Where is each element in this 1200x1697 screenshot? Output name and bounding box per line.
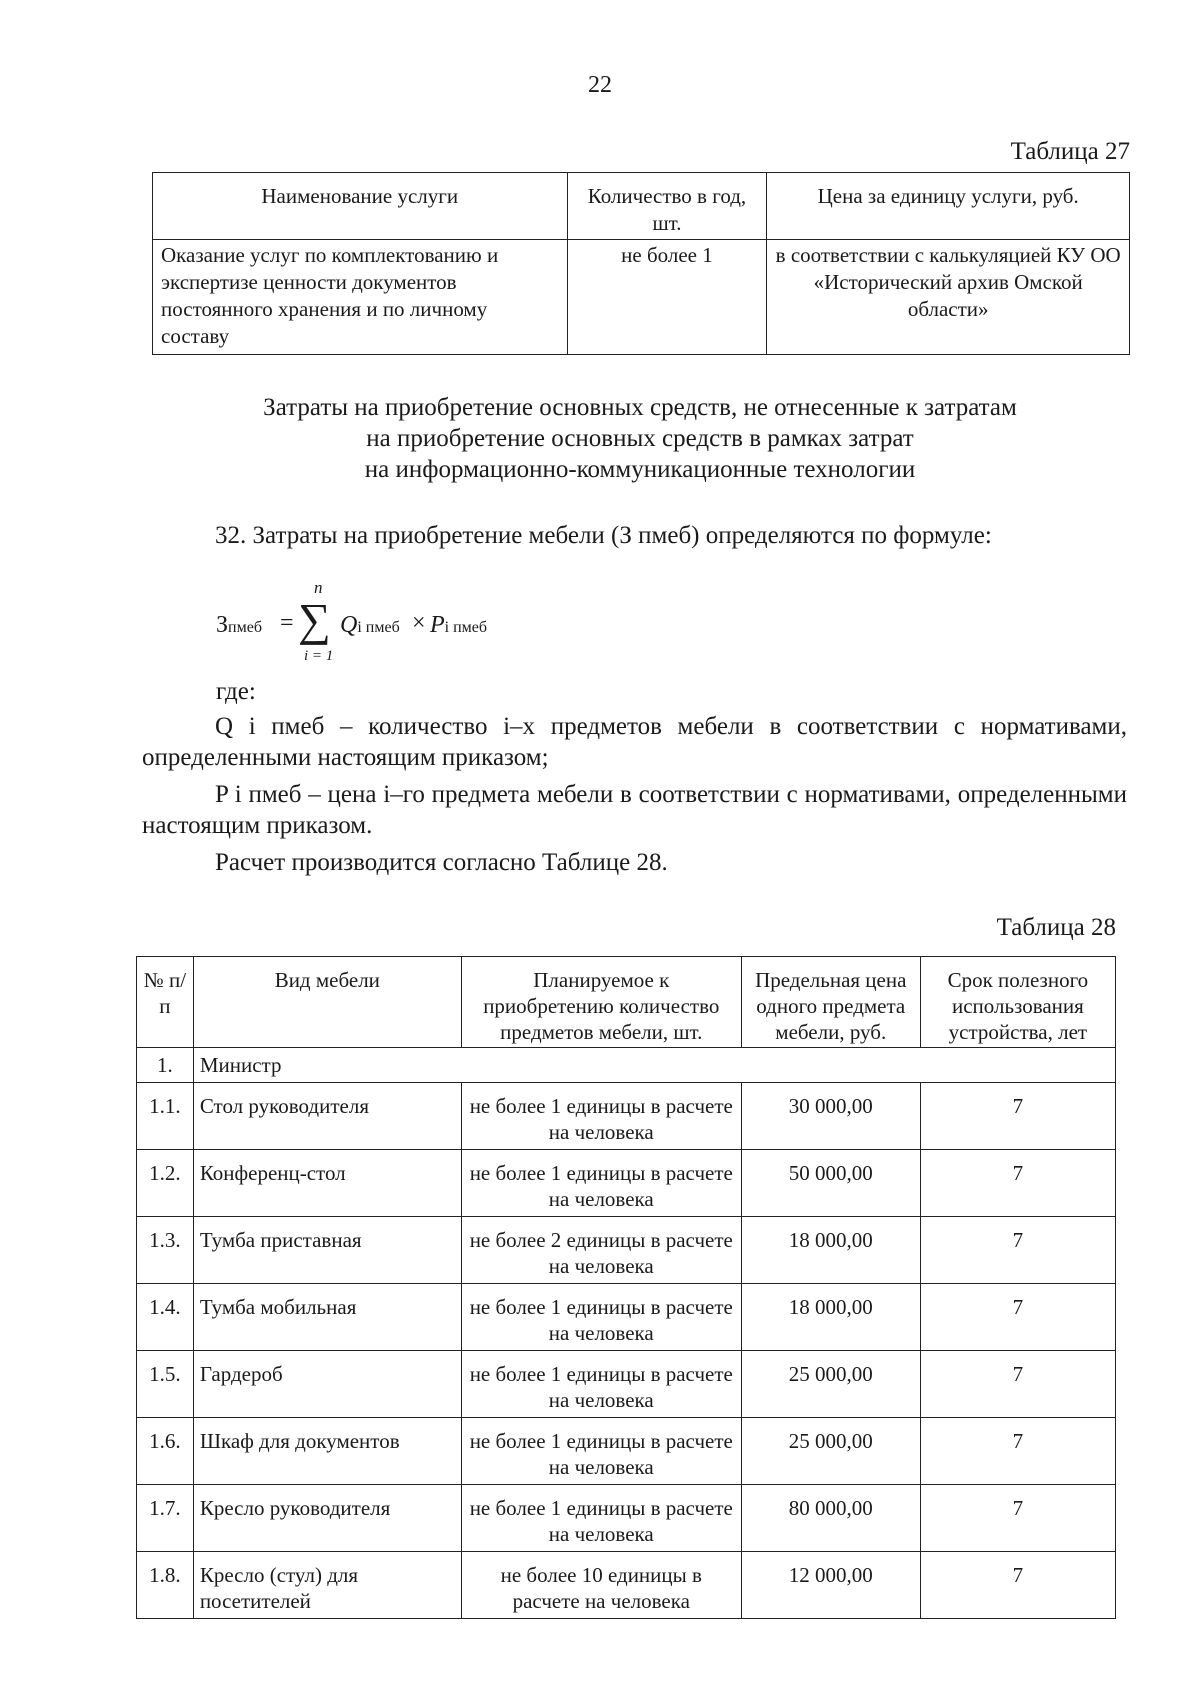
table-27-cell-quantity: не более 1 (567, 240, 767, 355)
table-row (137, 1552, 1116, 1619)
table-28-header-type: Вид мебели (193, 957, 461, 1048)
table-27-cell-price: в соответствии с калькуляцией КУ ОО «Исторический архив Омской области» (767, 240, 1130, 355)
table-28-cell-quantity: не более 1 единицы в расчете на человека (461, 1150, 741, 1217)
definition-q: Q i пмеб – количество i–х предметов мебели в соответствии с нормативами, определенными настоящим приказом; (142, 713, 1127, 771)
table-28-cell-num: 1.1. (137, 1083, 194, 1150)
table-28-cell-price: 50 000,00 (741, 1150, 920, 1217)
table-28-cell-num: 1.8. (137, 1552, 194, 1619)
table-27-header-quantity: Количество в год, шт. (567, 173, 767, 240)
table-row (137, 1418, 1116, 1485)
table-28-cell-price: 80 000,00 (741, 1485, 920, 1552)
table-row (137, 1150, 1116, 1217)
table-28-cell-quantity: не более 1 единицы в расчете на человека (461, 1418, 741, 1485)
section-heading-line-3: на информационно-коммуникационные технологии (364, 456, 916, 483)
table-27-caption: Таблица 27 (1010, 138, 1130, 165)
table-27-cell-service: Оказание услуг по комплектованию и экспертизе ценности документов постоянного хранения и по личному составу (153, 240, 568, 355)
table-row (137, 1351, 1116, 1418)
table-28-cell-name: Гардероб (193, 1351, 461, 1418)
table-row (137, 1217, 1116, 1284)
table-row (137, 1485, 1116, 1552)
table-27-header-service: Наименование услуги (153, 173, 568, 240)
table-28-cell-num: 1.6. (137, 1418, 194, 1485)
table-28-cell-quantity: не более 1 единицы в расчете на человека (461, 1083, 741, 1150)
paragraph-32: 32. Затраты на приобретение мебели (З пмеб) определяются по формуле: (215, 522, 992, 549)
formula-sum-upper: n (314, 578, 323, 597)
section-heading-line-2: на приобретение основных средств в рамках затрат (366, 425, 914, 452)
table-28-cell-quantity: не более 2 единицы в расчете на человека (461, 1217, 741, 1284)
calculation-note: Расчет производится согласно Таблице 28. (215, 849, 668, 876)
table-28-cell-quantity: не более 10 единицы в расчете на человека (461, 1552, 741, 1619)
formula-times: × (412, 610, 426, 636)
definition-p: P i пмеб – цена i–го предмета мебели в соответствии с нормативами, определенными настоящим приказом. (142, 781, 1127, 839)
table-28-cell-num: 1.5. (137, 1351, 194, 1418)
section-heading (150, 392, 1130, 485)
table-28-cell-name: Шкаф для документов (193, 1418, 461, 1485)
table-28-group-row (137, 1048, 1116, 1083)
formula-p: Pi пмеб (430, 612, 488, 638)
table-28-cell-num: 1.4. (137, 1284, 194, 1351)
table-28-cell-term: 7 (920, 1083, 1115, 1150)
table-28-group-label: Министр (193, 1048, 1115, 1083)
table-28-cell-term: 7 (920, 1485, 1115, 1552)
formula (216, 578, 616, 668)
table-28-cell-price: 30 000,00 (741, 1083, 920, 1150)
table-row (137, 1083, 1116, 1150)
formula-q: Qi пмеб (340, 612, 400, 638)
table-28-cell-name: Конференц-стол (193, 1150, 461, 1217)
table-row (137, 1284, 1116, 1351)
table-28-cell-term: 7 (920, 1351, 1115, 1418)
table-28-cell-num: 1.2. (137, 1150, 194, 1217)
table-28-header-price: Предельная цена одного предмета мебели, руб. (741, 957, 920, 1048)
table-row (153, 240, 1130, 355)
table-28-cell-term: 7 (920, 1150, 1115, 1217)
table-28-cell-quantity: не более 1 единицы в расчете на человека (461, 1284, 741, 1351)
table-28-header-quantity: Планируемое к приобретению количество предметов мебели, шт. (461, 957, 741, 1048)
section-heading-line-1: Затраты на приобретение основных средств, не отнесенные к затратам (263, 394, 1017, 421)
table-28-group-num: 1. (137, 1048, 194, 1083)
table-28-header-term: Срок полезного использования устройства, лет (920, 957, 1115, 1048)
table-27 (152, 172, 1130, 355)
table-28-cell-quantity: не более 1 единицы в расчете на человека (461, 1485, 741, 1552)
page-number: 22 (588, 72, 612, 98)
table-28-cell-price: 18 000,00 (741, 1217, 920, 1284)
table-28-cell-term: 7 (920, 1552, 1115, 1619)
table-27-header-row (153, 173, 1130, 240)
table-28-cell-num: 1.3. (137, 1217, 194, 1284)
formula-lhs: Зпмеб (216, 612, 262, 638)
table-28-cell-price: 25 000,00 (741, 1351, 920, 1418)
table-28-cell-term: 7 (920, 1284, 1115, 1351)
table-28-cell-name: Тумба мобильная (193, 1284, 461, 1351)
table-28-cell-name: Кресло руководителя (193, 1485, 461, 1552)
table-28-cell-price: 12 000,00 (741, 1552, 920, 1619)
table-28-cell-quantity: не более 1 единицы в расчете на человека (461, 1351, 741, 1418)
table-28-cell-price: 25 000,00 (741, 1418, 920, 1485)
table-28-cell-name: Стол руководителя (193, 1083, 461, 1150)
table-28-cell-term: 7 (920, 1217, 1115, 1284)
formula-sum-lower: i = 1 (304, 648, 334, 664)
table-28-cell-num: 1.7. (137, 1485, 194, 1552)
table-28-caption: Таблица 28 (996, 914, 1116, 941)
formula-equals: = (280, 610, 294, 636)
table-28 (136, 956, 1116, 1619)
sum-icon: ∑ (298, 594, 331, 645)
table-28-header-row (137, 957, 1116, 1048)
table-28-cell-name: Тумба приставная (193, 1217, 461, 1284)
table-28-cell-name: Кресло (стул) для посетителей (193, 1552, 461, 1619)
table-28-cell-price: 18 000,00 (741, 1284, 920, 1351)
where-label: где: (216, 678, 256, 705)
table-27-header-price: Цена за единицу услуги, руб. (767, 173, 1130, 240)
table-28-cell-term: 7 (920, 1418, 1115, 1485)
table-28-header-num: № п/п (137, 957, 194, 1048)
